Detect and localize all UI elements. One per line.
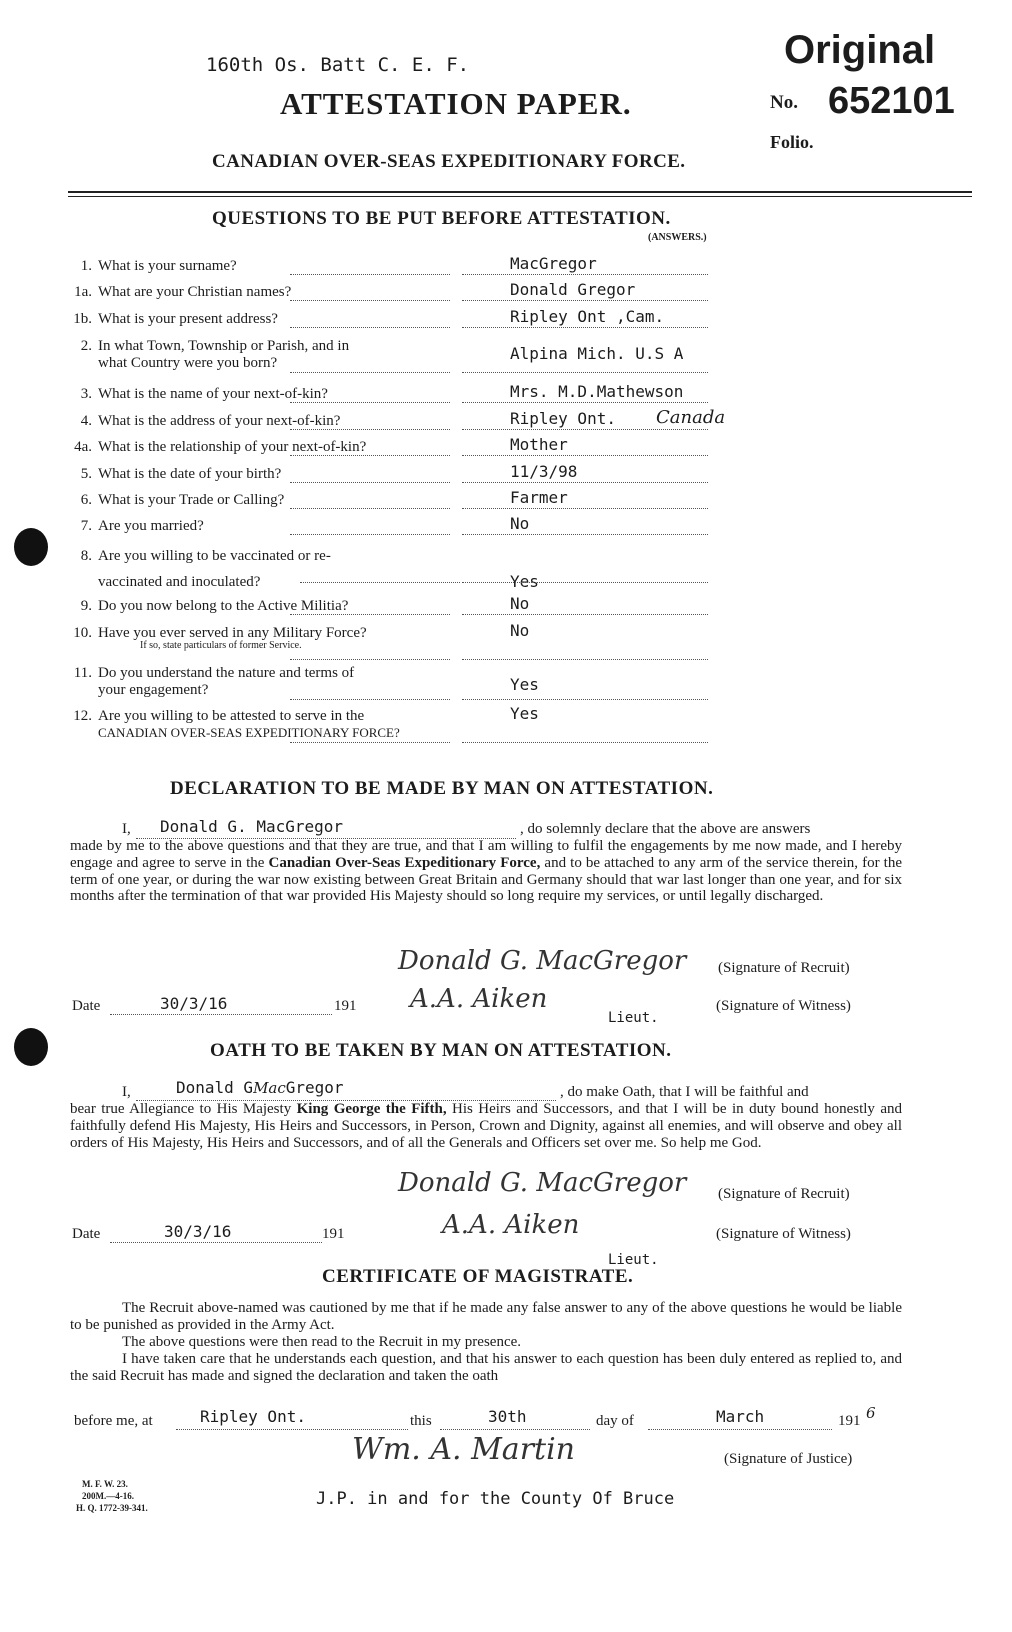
- question-leader-dots: [290, 614, 450, 615]
- question-text: What is your Trade or Calling?: [98, 492, 285, 508]
- declaration-year-prefix: 191: [334, 998, 357, 1014]
- oath-text-2a: bear true Allegiance to His Majesty: [70, 1101, 292, 1117]
- declaration-heading: DECLARATION TO BE MADE BY MAN ON ATTESTATION.: [170, 778, 714, 799]
- answer-line: [462, 482, 708, 483]
- oath-king: King George the Fifth,: [296, 1101, 447, 1117]
- oath-date-label: Date: [72, 1226, 101, 1242]
- questions-heading: QUESTIONS TO BE PUT BEFORE ATTESTATION.: [212, 208, 671, 229]
- declaration-recruit-signature: Donald G. MacGregor: [398, 946, 687, 976]
- answer-line: [462, 372, 708, 373]
- answer-line: [462, 429, 708, 430]
- certificate-month: March: [716, 1407, 765, 1426]
- justice-signature: Wm. A. Martin: [352, 1432, 576, 1467]
- certificate-year-prefix: 191: [838, 1413, 861, 1429]
- oath-date-line: [110, 1242, 322, 1243]
- answer-line: [462, 534, 708, 535]
- declaration-force: Canadian Over-Seas Expeditionary Force,: [268, 854, 541, 871]
- form-subtitle: CANADIAN OVER-SEAS EXPEDITIONARY FORCE.: [212, 151, 686, 172]
- declaration-text-1: , do solemnly declare that the above are answers: [520, 821, 811, 837]
- question-leader-dots: [290, 534, 450, 535]
- question-text: Are you willing to be vaccinated or re-: [98, 548, 331, 564]
- answer-value: Mother: [510, 435, 568, 454]
- jp-text: J.P. in and for the County Of Bruce: [316, 1489, 675, 1509]
- oath-year-prefix: 191: [322, 1226, 345, 1242]
- question-leader-dots: [290, 429, 450, 430]
- question-text: What is the name of your next-of-kin?: [98, 386, 328, 402]
- question-leader-dots: [290, 372, 450, 373]
- question-number: 12.: [73, 708, 92, 724]
- oath-date: 30/3/16: [164, 1222, 232, 1241]
- oath-body: [70, 1101, 902, 1151]
- question-number: 7.: [80, 518, 92, 534]
- oath-name-typed: Donald G: [176, 1078, 254, 1097]
- declaration-text-2: made by me to the above questions and that they are true, and that I am willing to fulfil the engagements by me now made, and I hereby engage and agree to serve in the: [70, 838, 902, 871]
- oath-recruit-signature: Donald G. MacGregor: [398, 1168, 687, 1198]
- certificate-before-label: before me, at: [74, 1413, 153, 1429]
- certificate-year-handwritten: 6: [866, 1404, 876, 1422]
- question-text-continued: CANADIAN OVER-SEAS EXPEDITIONARY FORCE?: [98, 725, 400, 740]
- question-number: 9.: [80, 598, 92, 614]
- original-stamp: Original: [784, 28, 936, 72]
- answer-value: No: [510, 621, 530, 640]
- answer-line: [462, 582, 708, 583]
- question-text: What is the relationship of your next-of-kin?: [98, 439, 367, 455]
- declaration-date-line: [110, 1014, 332, 1015]
- certificate-para-2: The above questions were then read to the Recruit in my presence.: [122, 1334, 522, 1350]
- answer-line: [462, 742, 708, 743]
- question-text: What is your present address?: [98, 311, 278, 327]
- unit-label: 160th Os. Batt C. E. F.: [206, 54, 470, 76]
- certificate-place-line: [176, 1429, 408, 1430]
- answer-line: [462, 274, 708, 275]
- question-number: 11.: [73, 665, 92, 681]
- form-title: ATTESTATION PAPER.: [280, 86, 632, 121]
- answer-line: [462, 327, 708, 328]
- answer-handwritten: Canada: [656, 407, 726, 428]
- question-text: Do you now belong to the Active Militia?: [98, 598, 349, 614]
- question-leader-dots: [290, 300, 450, 301]
- answers-label: (ANSWERS.): [648, 232, 707, 243]
- header-rule-1: [68, 191, 972, 193]
- justice-sig-label: (Signature of Justice): [724, 1451, 853, 1467]
- answer-value: No: [510, 594, 530, 613]
- answer-line: [462, 614, 708, 615]
- declaration-body: [70, 838, 902, 905]
- question-text: What is your surname?: [98, 258, 237, 274]
- question-text: What is the address of your next-of-kin?: [98, 413, 341, 429]
- question-text: What is the date of your birth?: [98, 466, 282, 482]
- question-number: 10.: [73, 625, 92, 641]
- question-number: 1b.: [73, 311, 92, 327]
- oath-heading: OATH TO BE TAKEN BY MAN ON ATTESTATION.: [210, 1040, 672, 1061]
- header-rule-2: [68, 196, 972, 197]
- punch-hole-top: [14, 528, 48, 566]
- answer-line: [462, 659, 708, 660]
- question-number: 5.: [80, 466, 92, 482]
- oath-name-typed-2: Gregor: [285, 1078, 344, 1097]
- question-text: Are you married?: [98, 518, 204, 534]
- answer-value: Ripley Ont ,Cam.: [510, 307, 665, 326]
- question-text-continued: what Country were you born?: [98, 355, 278, 371]
- oath-text-1: , do make Oath, that I will be faithful and: [560, 1084, 809, 1100]
- question-leader-dots: [290, 742, 450, 743]
- question-text: What are your Christian names?: [98, 284, 292, 300]
- declaration-recruit-sig-label: (Signature of Recruit): [718, 960, 850, 976]
- answer-value: Farmer: [510, 488, 568, 507]
- question-leader-dots: [290, 482, 450, 483]
- answer-line: [462, 300, 708, 301]
- answer-value: Ripley Ont.: [510, 409, 616, 428]
- question-number: 4a.: [74, 439, 92, 455]
- question-leader-dots: [300, 582, 460, 583]
- question-number: 3.: [80, 386, 92, 402]
- oath-name: [176, 1078, 344, 1097]
- answer-value: Yes: [510, 572, 539, 591]
- question-number: 6.: [80, 492, 92, 508]
- oath-witness-sig-label: (Signature of Witness): [716, 1226, 851, 1242]
- question-text: Are you willing to be attested to serve in the: [98, 708, 365, 724]
- declaration-name: Donald G. MacGregor: [160, 817, 344, 836]
- question-text-continued: vaccinated and inoculated?: [98, 574, 261, 590]
- folio-label: Folio.: [770, 132, 814, 152]
- answer-line: [462, 402, 708, 403]
- answer-value: Yes: [510, 704, 539, 723]
- declaration-witness-sig-label: (Signature of Witness): [716, 998, 851, 1014]
- question-text-continued: your engagement?: [98, 682, 209, 698]
- question-leader-dots: [290, 699, 450, 700]
- answer-line: [462, 455, 708, 456]
- answer-value: 11/3/98: [510, 462, 578, 481]
- question-number: 8.: [80, 548, 92, 564]
- question-leader-dots: [290, 455, 450, 456]
- question-leader-dots: [290, 327, 450, 328]
- declaration-witness-signature: A.A. Aiken: [410, 984, 548, 1014]
- certificate-place: Ripley Ont.: [200, 1407, 306, 1426]
- number-label: No.: [770, 92, 798, 113]
- certificate-para-3: I have taken care that he understands each question, and that his answer to each question has been duly entered as replied to, and the said Recruit has made and signed the declaration and taken the oath: [70, 1351, 902, 1384]
- question-text: Do you understand the nature and terms of: [98, 665, 355, 681]
- certificate-day-of-label: day of: [596, 1413, 634, 1429]
- certificate-this-label: this: [410, 1413, 432, 1429]
- question-number: 1a.: [74, 284, 92, 300]
- question-number: 4.: [80, 413, 92, 429]
- form-code-2: 200M.—4-16.: [82, 1491, 134, 1501]
- question-text-continued: If so, state particulars of former Service.: [140, 640, 302, 651]
- form-code-1: M. F. W. 23.: [82, 1479, 128, 1489]
- oath-recruit-sig-label: (Signature of Recruit): [718, 1186, 850, 1202]
- answer-value: Alpina Mich. U.S A: [510, 344, 684, 363]
- declaration-date-label: Date: [72, 998, 101, 1014]
- question-leader-dots: [290, 508, 450, 509]
- declaration-text-3: and to be attached to any arm of the service therein, for the term of one year, or during the war now existing between Great Britain and Germany should that war last longer than one year, and for six months after the termination of that war provided His Majesty should so long require my services, or until legally discharged.: [70, 854, 903, 905]
- question-text: In what Town, Township or Parish, and in: [98, 338, 350, 354]
- punch-hole-bottom: [14, 1028, 48, 1066]
- declaration-witness-rank: Lieut.: [608, 1010, 659, 1026]
- question-number: 1.: [80, 258, 92, 274]
- certificate-para-1: The Recruit above-named was cautioned by me that if he made any false answer to any of the above questions he would be liable to be punished as provided in the Army Act.: [70, 1300, 902, 1333]
- answer-value: Mrs. M.D.Mathewson: [510, 382, 684, 401]
- question-leader-dots: [290, 659, 450, 660]
- question-text: Have you ever served in any Military Force?: [98, 625, 367, 641]
- question-leader-dots: [290, 402, 450, 403]
- answer-value: Yes: [510, 675, 539, 694]
- certificate-heading: CERTIFICATE OF MAGISTRATE.: [322, 1266, 634, 1287]
- answer-line: [462, 699, 708, 700]
- regimental-number: 652101: [828, 80, 955, 122]
- declaration-i: I,: [122, 821, 131, 837]
- declaration-date: 30/3/16: [160, 994, 228, 1013]
- certificate-day: 30th: [488, 1407, 527, 1426]
- answer-value: MacGregor: [510, 254, 597, 273]
- oath-witness-rank: Lieut.: [608, 1252, 659, 1268]
- certificate-month-line: [648, 1429, 832, 1430]
- answer-value: No: [510, 514, 530, 533]
- form-code-3: H. Q. 1772-39-341.: [76, 1503, 148, 1513]
- question-leader-dots: [290, 274, 450, 275]
- answer-value: Donald Gregor: [510, 280, 636, 299]
- certificate-day-line: [440, 1429, 590, 1430]
- oath-name-handwritten: Mac: [253, 1079, 286, 1097]
- question-number: 2.: [80, 338, 92, 354]
- oath-i: I,: [122, 1084, 131, 1100]
- oath-text-2b: His Heirs and Successors, and that I will be in duty bound honestly and faithfully defend His Majesty, His Heirs and Successors, in Person, Crown and Dignity, against all enemies, and will observe and obey all orders of His Majesty, His Heirs and Successors, and of all the Generals and Officers set over me. So help me God.: [70, 1101, 902, 1151]
- oath-witness-signature: A.A. Aiken: [442, 1210, 580, 1240]
- answer-line: [462, 508, 708, 509]
